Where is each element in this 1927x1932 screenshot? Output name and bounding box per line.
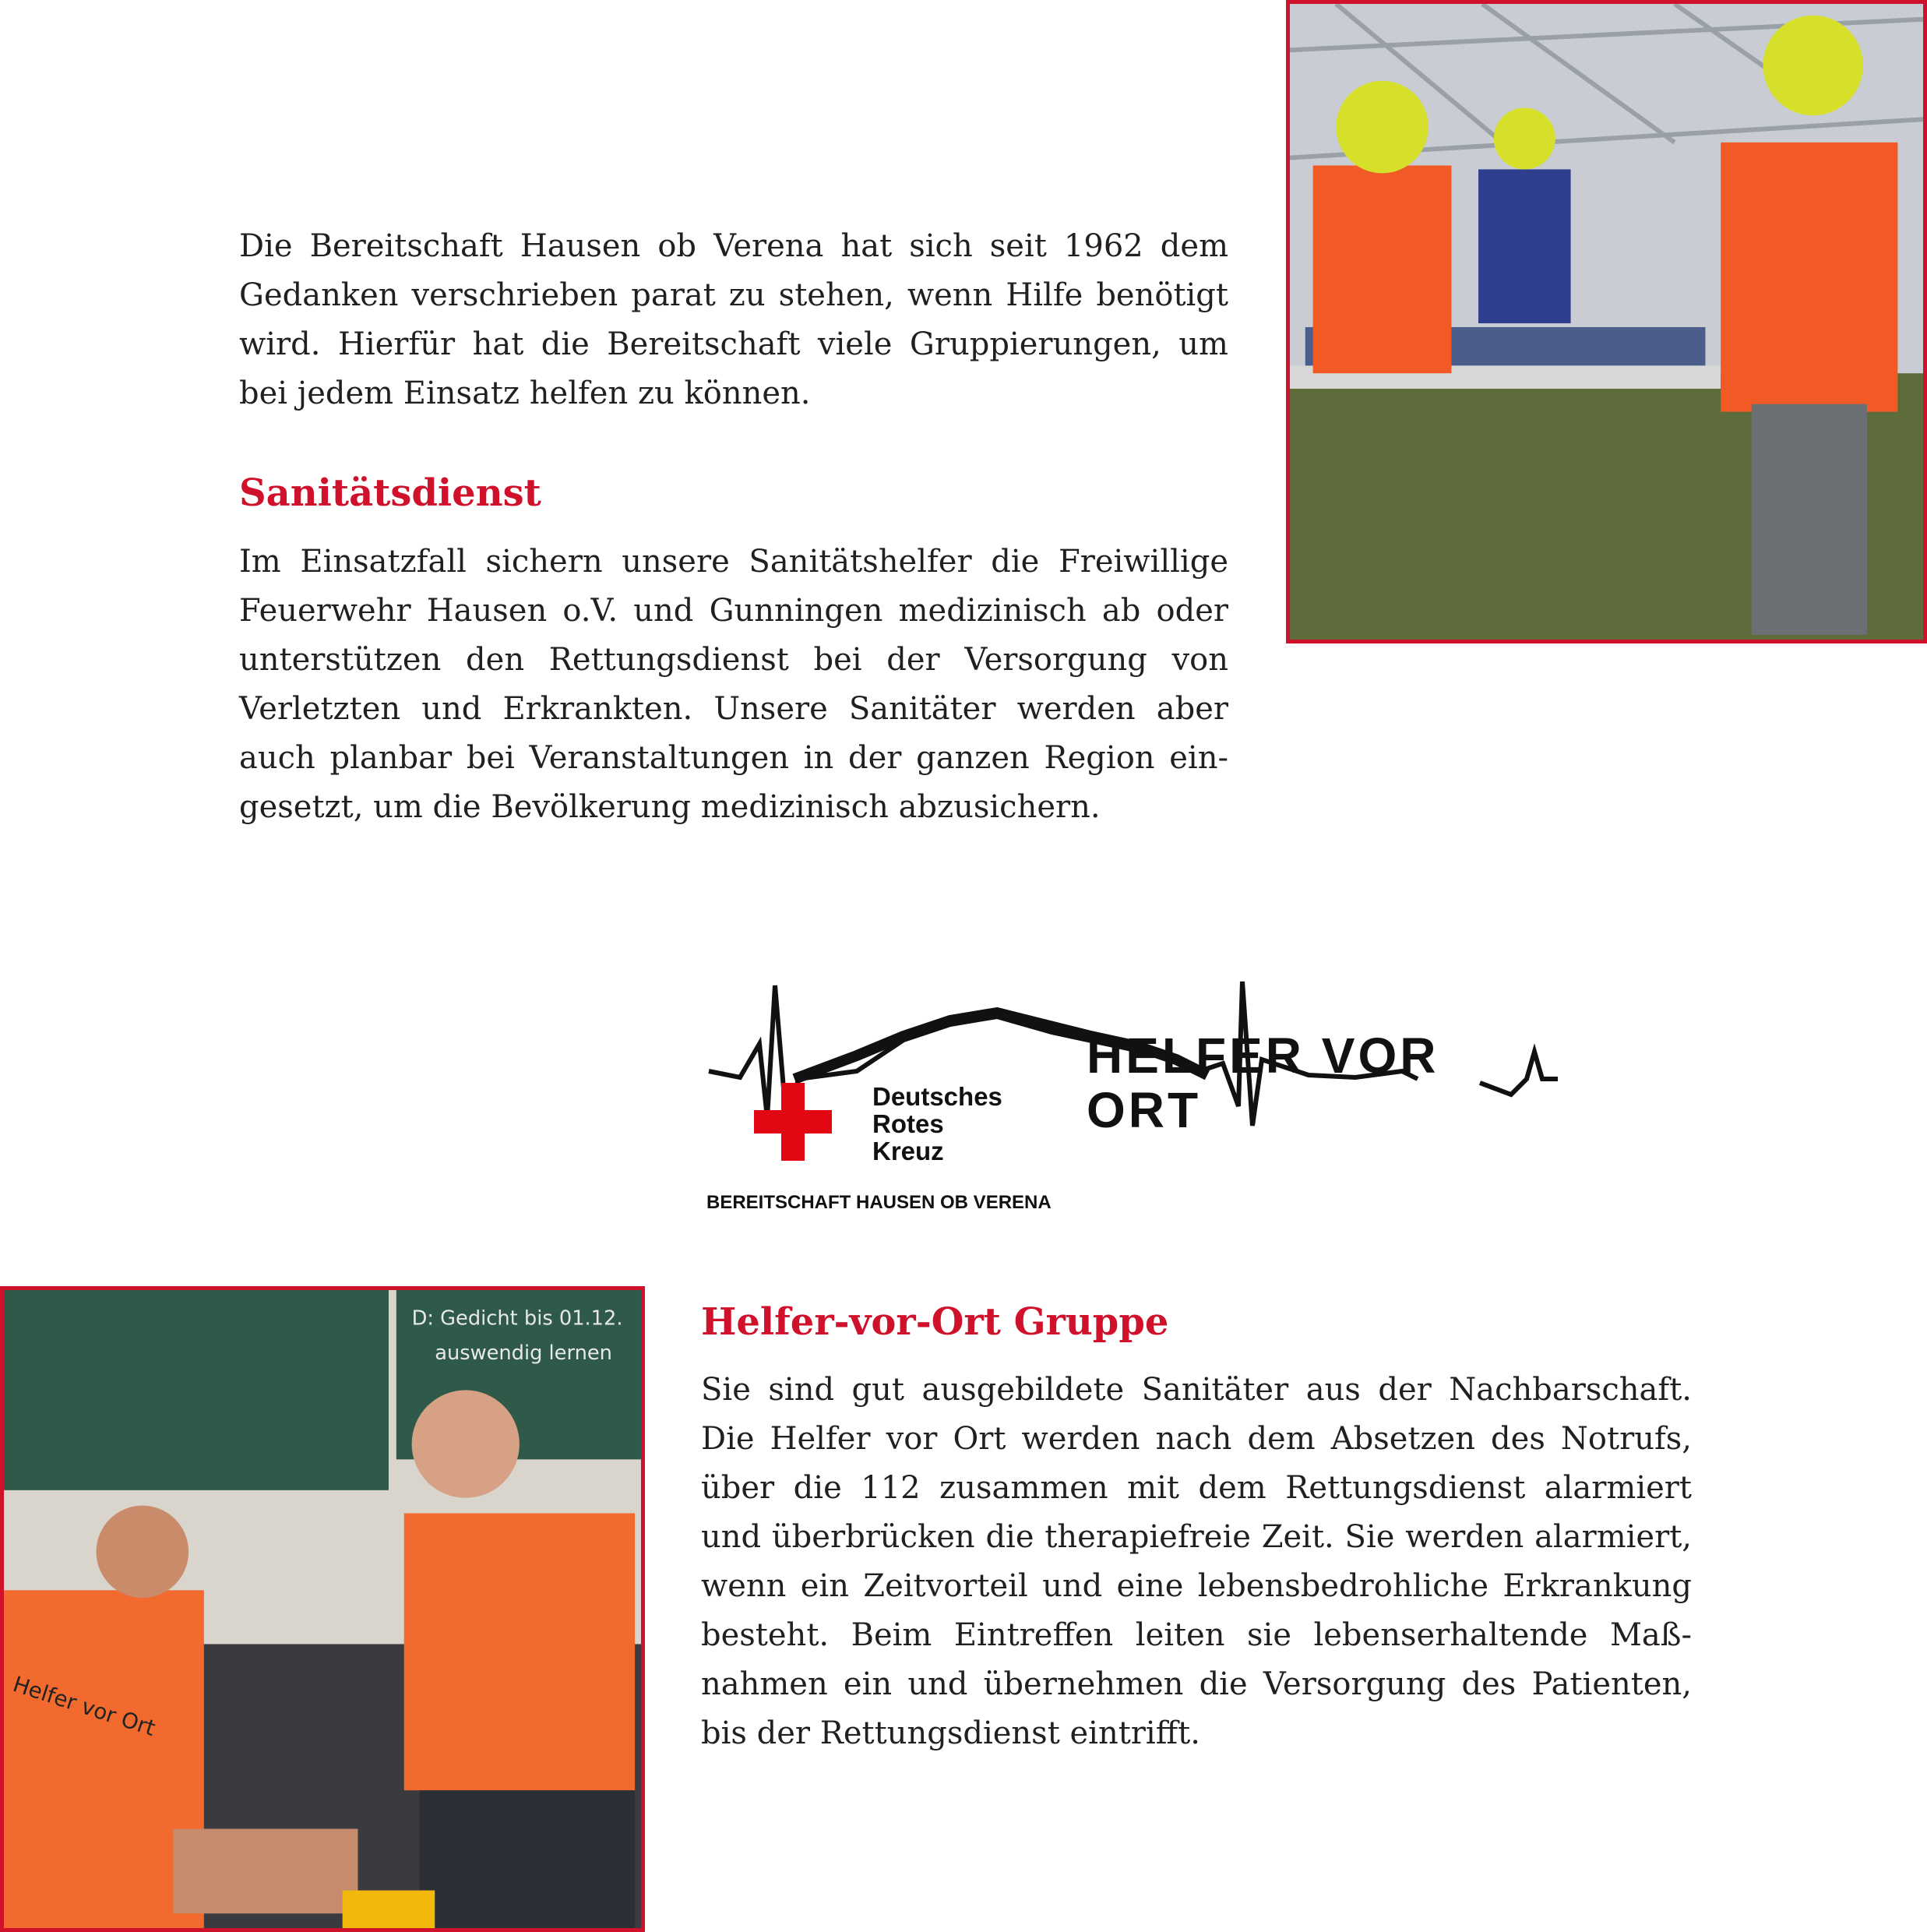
helfer-vor-ort-heading: Helfer-vor-Ort Gruppe — [701, 1300, 1169, 1344]
drk-name-line1: Deutsches — [872, 1082, 1002, 1111]
sanitaetsdienst-paragraph: Im Einsatzfall sichern unsere Sanitätshelfer die Freiwillige Feuerwehr Hausen o.V. und Gunningen medizinisch ab oder unterstützen den Rettungsdienst bei der Versorgung von Verletzten und Erkrankten. Unsere Sanitäter werden aber auch planbar bei Veranstaltungen in der ganzen Region eingesetzt, um die Bevölkerung medizinisch abzusichern. — [239, 544, 1228, 825]
photo-helfer-vor-ort-training — [0, 1286, 645, 1932]
chalkboard-text-line1: D: Gedicht bis 01.12. — [411, 1306, 623, 1331]
helfer-vor-ort-paragraph: Sie sind gut ausgebildete Sanitäter aus der Nachbarschaft. Die Helfer vor Ort werden nach dem Absetzen des Notrufs, über die 112 zusammen mit dem Rettungsdienst alarmiert und überbrücken die therapiefreie Zeit. Sie werden alarmiert, wenn ein Zeitvorteil und eine lebensbedrohliche Erkrankung besteht. Beim Eintreffen leiten sie lebenserhaltende Maßnahmen ein und übernehmen die Versorgung des Patienten, bis der Rettungsdienst eintrifft. — [701, 1372, 1692, 1751]
drk-name-line3: Kreuz — [872, 1137, 944, 1165]
hvo-title: HELFER VOR ORT — [1087, 1028, 1439, 1138]
intro-paragraph: Die Bereitschaft Hausen ob Verena hat sich seit 1962 dem Gedanken verschrieben parat zu stehen, wenn Hilfe benötigt wird. Hierfür hat die Bereitschaft viele Gruppierungen, um bei jedem Einsatz helfen zu können. — [239, 228, 1228, 411]
helfer-vor-ort-logo — [701, 978, 1566, 1227]
photo-sanitaeter-tent — [1286, 0, 1927, 643]
vest-text: Helfer vor Ort — [9, 1670, 159, 1742]
chalkboard-text-line2: auswendig lernen — [435, 1341, 612, 1365]
sanitaetsdienst-heading: Sanitätsdienst — [239, 471, 541, 515]
drk-name-line2: Rotes — [872, 1109, 944, 1138]
bereitschaft-subtitle: BEREITSCHAFT HAUSEN OB VERENA — [706, 1192, 1052, 1213]
